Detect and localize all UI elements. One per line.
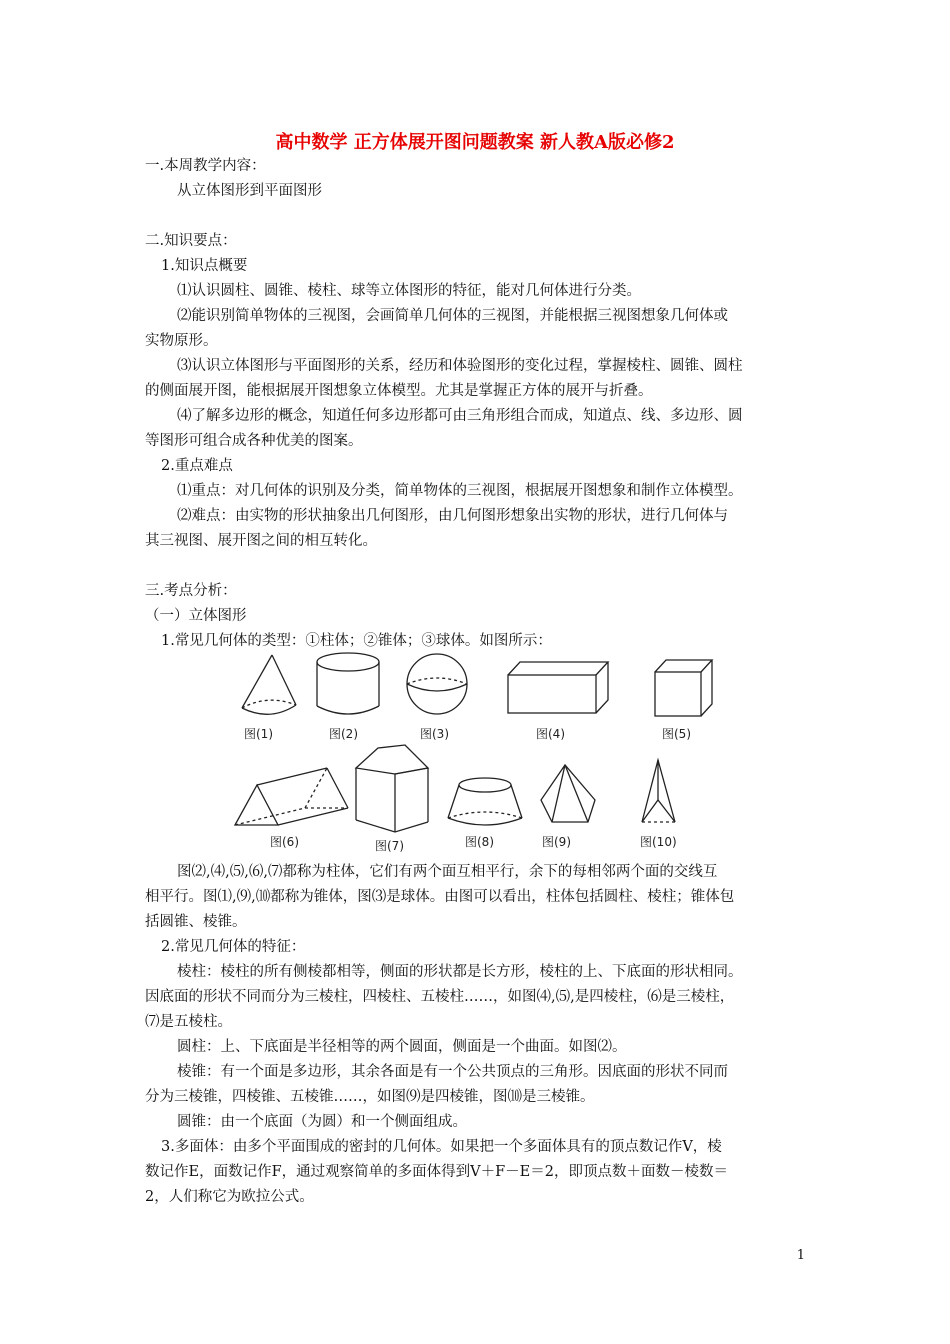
paragraph: 实物原形。 [145, 333, 218, 349]
paragraph: 其三视图、展开图之间的相互转化。 [145, 533, 377, 549]
cube-shape [655, 660, 712, 716]
paragraph: 相平行。图⑴,⑼,⑽都称为锥体，图⑶是球体。由图可以看出，柱体包括圆柱、棱柱；锥体包 [145, 889, 735, 905]
paragraph: 2.重点难点 [161, 458, 233, 474]
fig-label-10: 图(10) [640, 835, 677, 849]
rect-prism-shape [508, 662, 608, 713]
paragraph: 等图形可组合成各种优美的图案。 [145, 433, 363, 449]
sphere-shape [407, 654, 467, 714]
fig-label-4: 图(4) [536, 727, 565, 741]
fig-label-2: 图(2) [329, 727, 358, 741]
paragraph: 从立体图形到平面图形 [177, 183, 322, 199]
paragraph: ⑵难点：由实物的形状抽象出几何图形，由几何图形想象出实物的形状，进行几何体与 [177, 508, 728, 524]
page-number: 1 [796, 1248, 805, 1263]
frustum-shape [448, 778, 522, 825]
paragraph: 图⑵,⑷,⑸,⑹,⑺都称为柱体，它们有两个面互相平行，余下的每相邻两个面的交线互 [177, 864, 718, 880]
section-heading: 三.考点分析： [145, 583, 237, 599]
fig-label-3: 图(3) [420, 727, 449, 741]
fig-label-9: 图(9) [542, 835, 571, 849]
paragraph: 1.常见几何体的类型：①柱体；②锥体；③球体。如图所示： [161, 633, 552, 649]
sub-heading: （一）立体图形 [145, 608, 247, 624]
paragraph: 括圆锥、棱锥。 [145, 914, 247, 930]
paragraph: 3.多面体：由多个平面围成的密封的几何体。如果把一个多面体具有的顶点数记作V，棱 [161, 1139, 722, 1155]
paragraph: 因底面的形状不同而分为三棱柱，四棱柱、五棱柱……，如图⑷,⑸,是四棱柱，⑹是三棱柱， [145, 989, 735, 1005]
paragraph: 棱锥：有一个面是多边形，其余各面是有一个公共顶点的三角形。因底面的形状不同而 [177, 1064, 728, 1080]
paragraph: 圆锥：由一个底面（为圆）和一个侧面组成。 [177, 1114, 467, 1130]
paragraph: ⑴认识圆柱、圆锥、棱柱、球等立体图形的特征，能对几何体进行分类。 [177, 283, 641, 299]
geometry-solids-figure [230, 650, 730, 860]
cylinder-shape [317, 653, 379, 714]
paragraph: 的侧面展开图，能根据展开图想象立体模型。尤其是掌握正方体的展开与折叠。 [145, 383, 653, 399]
paragraph: 棱柱：棱柱的所有侧棱都相等，侧面的形状都是长方形，棱柱的上、下底面的形状相同。 [177, 964, 743, 980]
paragraph: 1.知识点概要 [161, 258, 248, 274]
paragraph: 分为三棱锥，四棱锥、五棱锥……，如图⑼是四棱锥，图⑽是三棱锥。 [145, 1089, 595, 1105]
paragraph: 数记作E，面数记作F，通过观察简单的多面体得到V＋F－E＝2，即顶点数＋面数－棱数＝ [145, 1164, 728, 1180]
fig-label-5: 图(5) [662, 727, 691, 741]
paragraph: 2.常见几何体的特征： [161, 939, 306, 955]
fig-label-1: 图(1) [244, 727, 273, 741]
fig-label-7: 图(7) [375, 839, 404, 853]
paragraph: 2，人们称它为欧拉公式。 [145, 1189, 314, 1205]
fig-label-6: 图(6) [270, 835, 299, 849]
section-heading: 一.本周教学内容： [145, 158, 266, 174]
fig-label-8: 图(8) [465, 835, 494, 849]
paragraph: ⑺是五棱柱。 [145, 1014, 232, 1030]
paragraph: ⑷了解多边形的概念，知道任何多边形都可由三角形组合而成，知道点、线、多边形、圆 [177, 408, 743, 424]
paragraph: ⑴重点：对几何体的识别及分类，简单物体的三视图，根据展开图想象和制作立体模型。 [177, 483, 743, 499]
section-heading: 二.知识要点： [145, 233, 237, 249]
square-pyramid-shape [541, 765, 595, 822]
pentagonal-prism-shape [356, 745, 428, 832]
document-title: 高中数学 正方体展开图问题教案 新人教A版必修2 [275, 132, 675, 153]
tetrahedron-shape [642, 760, 675, 822]
paragraph: 圆柱：上、下底面是半径相等的两个圆面，侧面是一个曲面。如图⑵。 [177, 1039, 627, 1055]
paragraph: ⑵能识别简单物体的三视图，会画简单几何体的三视图，并能根据三视图想象几何体或 [177, 308, 728, 324]
cone-shape [242, 655, 296, 714]
triangular-prism-shape [235, 768, 348, 825]
paragraph: ⑶认识立体图形与平面图形的关系，经历和体验图形的变化过程，掌握棱柱、圆锥、圆柱 [177, 358, 743, 374]
